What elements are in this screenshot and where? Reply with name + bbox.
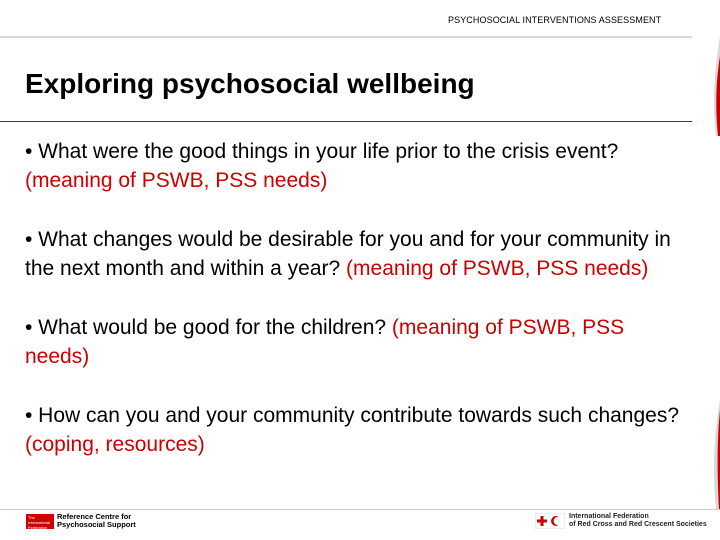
bullet-text: • How can you and your community contribute towards such changes?	[25, 404, 680, 427]
ifrc-logo	[535, 512, 707, 530]
logo-text: International Federation of Red Cross and Red Crescent Societies	[569, 513, 707, 528]
header-label: PSYCHOSOCIAL INTERVENTIONS ASSESSMENT	[448, 15, 662, 25]
bullet-text: • What would be good for the children?	[25, 316, 387, 339]
bullet-note: (meaning of PSWB, PSS needs)	[25, 169, 328, 192]
bullet-item	[25, 313, 685, 371]
title-underline	[0, 121, 692, 122]
logo-box: The International Federation	[26, 514, 54, 529]
bullet-note: (meaning of PSWB, PSS needs)	[25, 316, 625, 368]
slide-title: Exploring psychosocial wellbeing	[25, 68, 475, 99]
top-divider	[0, 36, 692, 38]
bullet-item	[25, 137, 685, 195]
red-cross-red-crescent-emblem	[535, 513, 565, 529]
corner-swoosh-bottom	[688, 400, 720, 510]
bullet-list	[25, 137, 685, 489]
bullet-note: (coping, resources)	[25, 433, 205, 456]
logo-text: Reference Centre for Psychosocial Support	[57, 512, 136, 529]
bullet-item	[25, 401, 685, 459]
ifrc-reference-centre-logo	[26, 512, 136, 530]
bullet-item	[25, 225, 685, 283]
corner-swoosh-top	[688, 36, 720, 136]
bullet-note: (meaning of PSWB, PSS needs)	[346, 257, 649, 280]
bullet-text: • What changes would be desirable for you and for your community in the next month and within a year?	[25, 228, 671, 280]
bullet-text: • What were the good things in your life prior to the crisis event?	[25, 140, 619, 163]
footer-divider	[0, 509, 720, 510]
